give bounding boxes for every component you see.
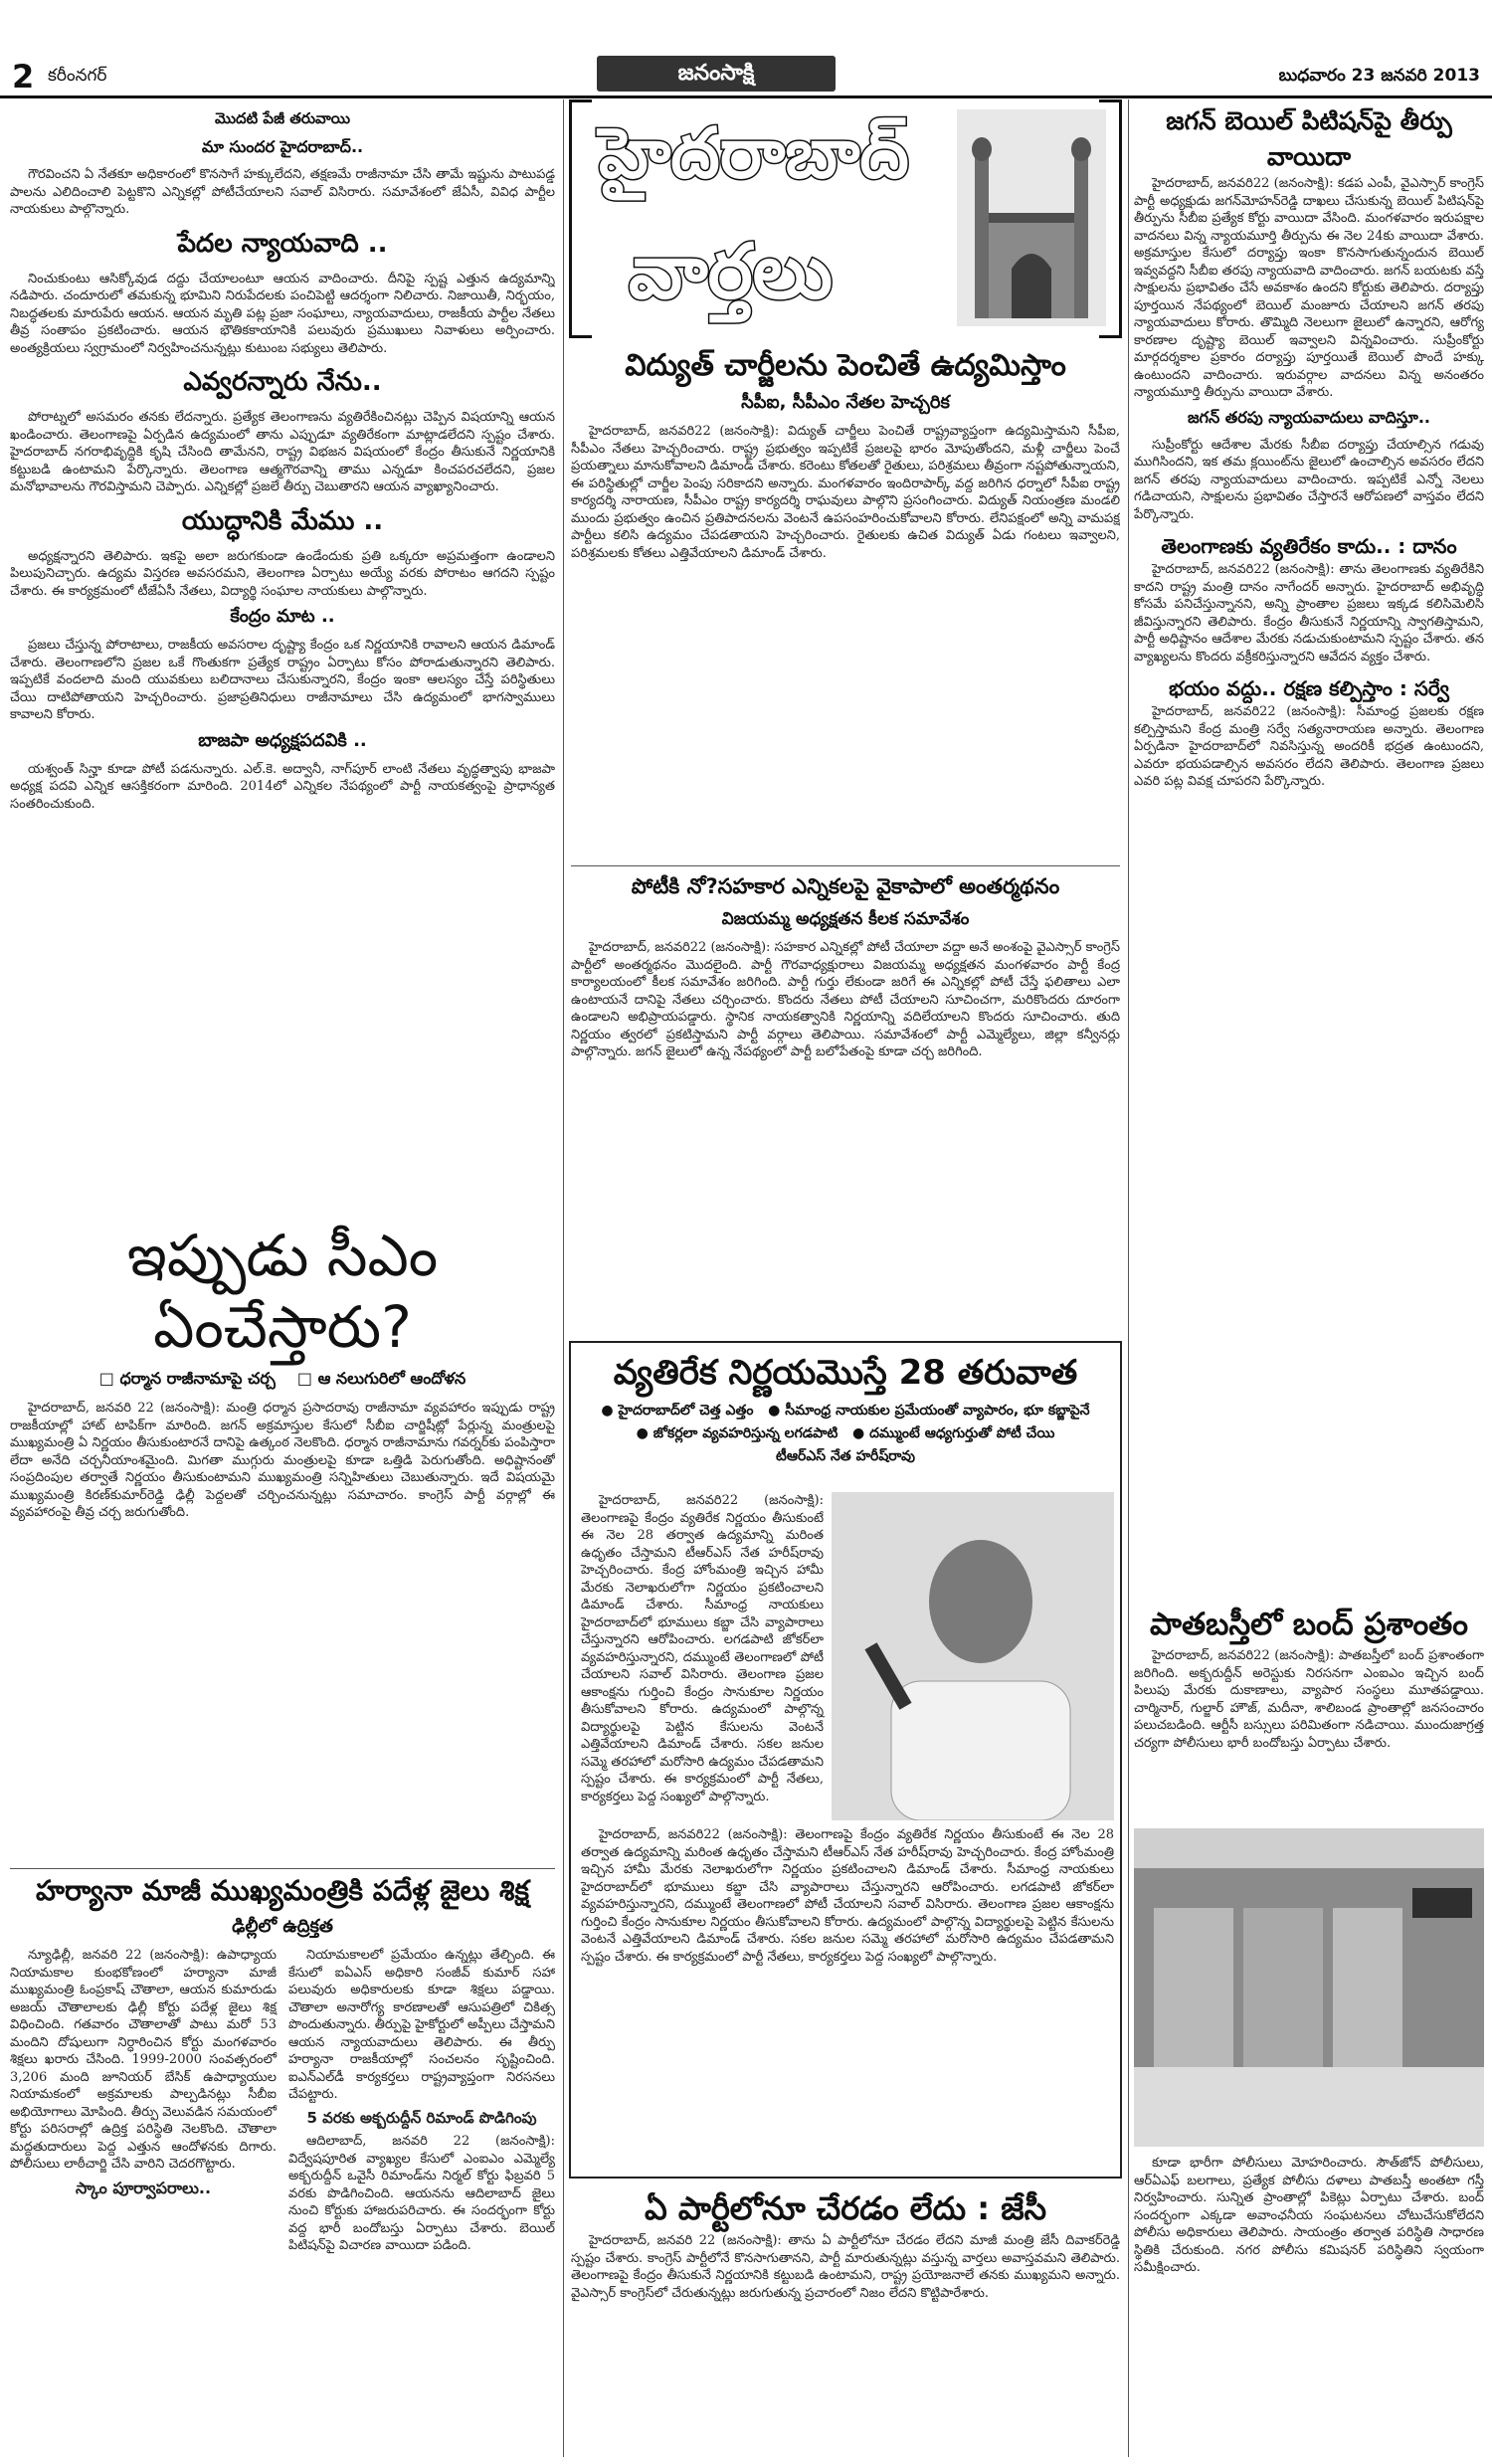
section-body: పోరాట్నలో అసమరం తనకు లేదన్నారు. ప్రత్యేక తెలంగాణను వ్యతిరేకించినట్లు చెప్పిన విషయాన్ని ఆయన ఖండించారు. తెలంగాణపై ఏర్పడిన ఉద్యమంలో తాను ఎప్పుడూ వ్యతిరేకంగా మాట్లాడలేదని స్పష్టం చేశారు. హైదరాబాద్ నగరాభివృద్ధికి కృషి చేసింది తామేనని, రాష్ట్ర విభజన విషయంలో కేంద్రం తీసుకునే నిర్ణయానికి కట్టుబడి ఉంటామని పేర్కొన్నారు. తెలంగాణ ఆత్మగౌరవాన్ని తాము ఎన్నడూ కించపరచలేదని, ప్రజల మనోభావాలను గౌరవిస్తామని చెప్పారు. ఎన్నికల్లో ప్రజలే తీర్పు చెబుతారని ఆయన వ్యాఖ్యానించారు. [10, 410, 555, 494]
section-title: మా సుందర హైదరాబాద్‌.. [201, 137, 364, 156]
cm-body: హైదరాబాద్‌, జనవరి 22 (జనంసాక్షి): మంత్రి ధర్మాన ప్రసాదరావు రాజీనామా వ్యవహారం ఇప్పుడు రాష్ట్ర రాజకీయాల్లో హాట్ టాపిక్‌గా మారింది. జగన్ అక్రమాస్తుల కేసులో సీబీఐ చార్జిషీట్లో పేర్లున్న మంత్రులపై ముఖ్యమంత్రి ఏ నిర్ణయం తీసుకుంటారనే దానిపై ఉత్కంఠ నెలకొంది. ధర్మాన రాజీనామాను గవర్నర్‌కు పంపిస్తారా లేదా అనేది చర్చనీయాంశమైంది. మిగతా ముగ్గురు మంత్రులపై కూడా ఒత్తిడి పెరుగుతోంది. అధిష్టానంతో సంప్రదింపుల తర్వాతే నిర్ణయం తీసుకుంటామని ముఖ్యమంత్రి సన్నిహితులు చెబుతున్నారు. ఇదే విషయమై ముఖ్యమంత్రి కిరణ్‌కుమార్‌రెడ్డి ఢిల్లీ పెద్దలతో చర్చించనున్నట్లు సమాచారం. కాంగ్రెస్ పార్టీ వర్గాల్లో ఈ వ్యవహారంపై తీవ్ర చర్చ జరుగుతోంది. [10, 1401, 555, 1520]
t28-story [569, 1341, 1122, 2179]
t28-body-wide: హైదరాబాద్‌, జనవరి22 (జనంసాక్షి): తెలంగాణపై కేంద్రం వ్యతిరేక నిర్ణయం తీసుకుంటే ఈ నెల 28 తర్వాత ఉద్యమాన్ని మరింత ఉధృతం చేస్తామని టీఆర్ఎస్ నేత హరీష్‌రావు హెచ్చరించారు. కేంద్ర హోంమంత్రి ఇచ్చిన హామీ మేరకు నెలాఖరులోగా నిర్ణయం ప్రకటించాలని డిమాండ్ చేశారు. సీమాంధ్ర నాయకులు హైదరాబాద్‌లో భూములు కబ్జా చేసి వ్యాపారాలు చేస్తున్నారని ఆరోపించారు. లగడపాటి జోకర్‌లా వ్యవహరిస్తున్నారని, దమ్ముంటే తెలంగాణలో పోటీ చేయాలని సవాల్ విసిరారు. తెలంగాణ ప్రజల ఆకాంక్షను గుర్తించి కేంద్రం సానుకూల నిర్ణయం తీసుకోవాలని కోరారు. ఉద్యమంలో పాల్గొన్న విద్యార్థులపై పెట్టిన కేసులను వెంటనే ఎత్తివేయాలని డిమాండ్ చేశారు. సకల జనుల సమ్మె తరహాలో మరోసారి ఉద్యమం చేపడతామని స్పష్టం చేశారు. ఈ కార్యక్రమంలో పార్టీ నేతలు, కార్యకర్తలు పెద్ద సంఖ్యలో పాల్గొన్నారు. [581, 1827, 1114, 1965]
haryana-headline: హర్యానా మాజీ ముఖ్యమంత్రికి పదేళ్ల జైలు శిక్ష [36, 1874, 529, 1907]
section-title: ఎవ్వరన్నారు నేను.. [183, 367, 382, 397]
coop-headline: పోటీకి నో?సహకార ఎన్నికలపై వైకాపాలో అంతర్మథనం [631, 874, 1060, 898]
cm-deck-1: □ ధర్మాన రాజీనామాపై చర్చ [98, 1369, 276, 1388]
jagan-headline: జగన్‌ బెయిల్‌ పిటిషన్‌పై తీర్పు వాయిదా [1166, 106, 1452, 171]
jc-story [571, 2184, 1120, 2453]
jagan-subhead: జగన్ తరపు న్యాయవాదులు వాదిస్తూ.. [1187, 407, 1431, 427]
haryana-deck: ఢిల్లీలో ఉద్రిక్తత [232, 1916, 333, 1937]
closed-shops-photo [1134, 1828, 1484, 2147]
power-body: హైదరాబాద్‌, జనవరి22 (జనంసాక్షి): విద్యుత్‌ చార్జీలు పెంచితే రాష్ట్రవ్యాప్తంగా ఉద్యమిస్తామని సీపీఐ, సీపీఎం నేతలు హెచ్చరించారు. రాష్ట్ర ప్రభుత్వం ఇప్పటికే ప్రజలపై భారం మోపుతోందని, మళ్లీ చార్జీలు పెంచే ప్రయత్నాలు మానుకోవాలని డిమాండ్ చేశారు. కరెంటు కోతలతో రైతులు, పరిశ్రమలు తీవ్రంగా నష్టపోతున్నాయని, ఈ పరిస్థితుల్లో చార్జీల పెంపు సరికాదని అన్నారు. మంగళవారం ఇందిరాపార్క్ వద్ద జరిగిన ధర్నాలో సీపీఐ రాష్ట్ర కార్యదర్శి నారాయణ, సీపీఎం రాష్ట్ర కార్యదర్శి రాఘవులు పాల్గొని ప్రసంగించారు. విద్యుత్ నియంత్రణ మండలి ముందు ప్రభుత్వం ఉంచిన ప్రతిపాదనలను వెంటనే ఉపసంహరించుకోవాలని కోరారు. లేనిపక్షంలో అన్ని వామపక్ష పార్టీలు కలిసి ఉద్యమం చేపడతాయని హెచ్చరించారు. రైతులకు ఉచిత విద్యుత్ ఏడు గంటలు ఇవ్వాలని, పరిశ్రమలకు కోతలు ఎత్తివేయాలని డిమాండ్ చేశారు. [571, 424, 1120, 561]
date-line: బుధవారం 23 జనవరి 2013 [1278, 66, 1480, 86]
banner-title-2: వార్తలు [629, 227, 833, 315]
t28-bullets-1: ● హైదరాబాద్‌లో చెత్త ఎత్తం ● సీమాంధ్ర నాయకుల ప్రమేయంతో వ్యాపారం, భూ కబ్జాపైనే [601, 1403, 1090, 1419]
bandh-headline: పాతబస్తీలో బంద్‌ ప్రశాంతం [1149, 1607, 1469, 1642]
section-body: గౌరవించని ఏ నేతకూ అధికారంలో కొనసాగే హక్కులేదని, తక్షణమే రాజీనామా చేసి తామే ఇష్టును పాటుపడ్డ పాలను ఎలిదించాలి పెట్టకొని ఎన్నికల్లో పోటీచేయాలని సవాల్ విసిరారు. సమావేశంలో జేఏసీ, వివిధ పార్టీల నాయకులు పాల్గొన్నారు. [10, 167, 555, 217]
haryana-col-1: న్యూఢిల్లీ, జనవరి 22 (జనంసాక్షి): ఉపాధ్యాయ నియామకాల కుంభకోణంలో హర్యానా మాజీ ముఖ్యమంత్రి ఓంప్రకాష్‌ చౌతాలా, ఆయన కుమారుడు అజయ్‌ చౌతాలాలకు ఢిల్లీ కోర్టు పదేళ్ల జైలు శిక్ష విధించింది. గతవారం చౌతాలాతో పాటు మరో 53 మందిని దోషులుగా నిర్ధారించిన కోర్టు మంగళవారం శిక్షలు ఖరారు చేసింది. 1999-2000 సంవత్సరంలో 3,206 మంది జూనియర్ బేసిక్ ఉపాధ్యాయుల నియామకంలో అక్రమాలకు పాల్పడినట్లు సీబీఐ అభియోగాలు మోపింది. తీర్పు వెలువడిన సమయంలో కోర్టు పరిసరాల్లో ఉద్రిక్త పరిస్థితి నెలకొంది. చౌతాలా మద్దతుదారులు పెద్ద ఎత్తున ఆందోళనకు దిగారు. పోలీసులు లాఠీచార్జి చేసి వారిని చెదరగొట్టారు. స్కాం పూర్వాపరాలు.. [10, 1948, 277, 2197]
cm-deck-2: □ ఆ నలుగురిలో ఆందోళన [296, 1369, 466, 1388]
t28-byline: టీఆర్ఎస్ నేత హరీష్‌రావు [776, 1448, 915, 1464]
section-title: బాజపా అధ్యక్షపదవికి .. [198, 729, 367, 751]
bandh-body: హైదరాబాద్‌, జనవరి22 (జనంసాక్షి): పాతబస్తీలో బంద్ ప్రశాంతంగా జరిగింది. అక్బరుద్దీన్ అరెస్టుకు నిరసనగా ఎంఐఎం ఇచ్చిన బంద్ పిలుపు మేరకు దుకాణాలు, వ్యాపార సంస్థలు మూతపడ్డాయి. చార్మినార్, గుల్జార్ హౌజ్, మదీనా, శాలిబండ ప్రాంతాల్లో జనసంచారం పలుచబడింది. ఆర్టీసీ బస్సులు పరిమితంగా నడిచాయి. ముందుజాగ్రత్త చర్యగా పోలీసులు భారీ బందోబస్తు ఏర్పాటు చేశారు. [1134, 1648, 1484, 1751]
harish-rao-photo [832, 1492, 1114, 1820]
section-title: కేంద్రం మాట .. [230, 606, 335, 627]
section-body: ప్రజలు చేస్తున్న పోరాటాలు, రాజకీయ అవసరాల దృష్ట్యా కేంద్రం ఒక నిర్ణయానికి రావాలని ఆయన డిమాండ్ చేశారు. తెలంగాణలోని ప్రజల ఒకే గొంతుకగా ప్రత్యేక రాష్ట్రం ఏర్పాటు కోసం పోరాడుతున్నారని తెలిపారు. ఇప్పటికే వందలాది మంది యువకులు బలిదానాలు చేసుకున్నారని, కేంద్రం ఇంకా ఆలస్యం చేస్తే పరిస్థితులు చేయి దాటిపోతాయని హెచ్చరించారు. ప్రజాప్రతినిధులు రాజీనామాలు చేసి ఉద్యమంలో భాగస్వాములు కావాలని కోరారు. [10, 638, 555, 722]
bandh-story [1134, 1602, 1484, 2457]
t28-headline: వ్యతిరేక నిర్ణయమొస్తే 28 తరువాత [613, 1353, 1078, 1393]
danam-headline: తెలంగాణకు వ్యతిరేకం కాదు.. : దానం [1161, 534, 1457, 558]
haryana-col-2: నియామకాలలో ప్రమేయం ఉన్నట్లు తేల్చింది. ఈ కేసులో ఐఏఎస్ అధికారి సంజీవ్ కుమార్ సహా పలువురు అధికారులకు కూడా శిక్షలు పడ్డాయి. చౌతాలా అనారోగ్య కారణాలతో ఆసుపత్రిలో చికిత్స పొందుతున్నారు. తీర్పుపై హైకోర్టులో అప్పీలు చేస్తామని ఆయన న్యాయవాదులు తెలిపారు. ఈ తీర్పు హర్యానా రాజకీయాల్లో సంచలనం సృష్టించింది. ఐఎన్‌ఎల్‌డీ కార్యకర్తలు రాష్ట్రవ్యాప్తంగా నిరసనలు చేపట్టారు. 5 వరకు అక్బరుద్దీన్ రిమాండ్ పొడిగింపు ఆదిలాబాద్‌, జనవరి 22 (జనంసాక్షి): విద్వేషపూరిత వ్యాఖ్యల కేసులో ఎంఐఎం ఎమ్మెల్యే అక్బరుద్దీన్ ఒవైసీ రిమాండ్‌ను నిర్మల్ కోర్టు ఫిబ్రవరి 5 వరకు పొడిగించింది. ఆయనను ఆదిలాబాద్ జైలు నుంచి కోర్టుకు హాజరుపరిచారు. ఈ సందర్భంగా కోర్టు వద్ద భారీ బందోబస్తు ఏర్పాటు చేశారు. బెయిల్ పిటిషన్‌పై విచారణ వాయిదా పడింది. [288, 1948, 555, 2253]
banner-title-1: హైదరాబాద్ [599, 112, 909, 194]
haryana-subhead: స్కాం పూర్వాపరాలు.. [75, 2178, 212, 2197]
jagan-body-2: సుప్రీంకోర్టు ఆదేశాల మేరకు సీబీఐ దర్యాప్తు చేయాల్సిన గడువు ముగిసిందని, ఇక తమ క్లయింట్‌ను జైలులో ఉంచాల్సిన అవసరం లేదని జగన్ తరపు న్యాయవాదులు వాదించారు. ఇప్పటికే ఎన్నో నెలలు గడిచాయని, సాక్షులను ప్రభావితం చేస్తారనే ఆరోపణలో వాస్తవం లేదని పేర్కొన్నారు. [1134, 437, 1484, 522]
hyderabad-news-banner [569, 99, 1122, 338]
coop-story [571, 869, 1120, 1337]
section-body: అధ్యక్షన్నారని తెలిపారు. ఇకపై అలా జరుగకుండా ఉండేందుకు ప్రతి ఒక్కరూ అప్రమత్తంగా ఉండాలని పిలుపునిచ్చారు. ఉద్యమ విస్తరణ అవసరమని, తెలంగాణ ఏర్పాటు అయ్యే వరకు పోరాటం ఆగదని స్పష్టం చేశారు. ఈ కార్యక్రమంలో టీజేఏసీ నేతలు, విద్యార్థి సంఘాల నాయకులు పాల్గొన్నారు. [10, 548, 555, 599]
jc-headline: ఏ పార్టీలోనూ చేరడం లేదు : జేసీ [644, 2189, 1047, 2227]
haryana-story [10, 1872, 555, 2457]
haryana-subhead-2: 5 వరకు అక్బరుద్దీన్ రిమాండ్ పొడిగింపు [306, 2108, 537, 2127]
cm-story [10, 1220, 555, 1866]
t28-body-narrow: హైదరాబాద్‌, జనవరి22 (జనంసాక్షి): తెలంగాణపై కేంద్రం వ్యతిరేక నిర్ణయం తీసుకుంటే ఈ నెల 28 తర్వాత ఉద్యమాన్ని మరింత ఉధృతం చేస్తామని టీఆర్ఎస్ నేత హరీష్‌రావు హెచ్చరించారు. కేంద్ర హోంమంత్రి ఇచ్చిన హామీ మేరకు నెలాఖరులోగా నిర్ణయం ప్రకటించాలని డిమాండ్ చేశారు. సీమాంధ్ర నాయకులు హైదరాబాద్‌లో భూములు కబ్జా చేసి వ్యాపారాలు చేస్తున్నారని ఆరోపించారు. లగడపాటి జోకర్‌లా వ్యవహరిస్తున్నారని, దమ్ముంటే తెలంగాణలో పోటీ చేయాలని సవాల్ విసిరారు. తెలంగాణ ప్రజల ఆకాంక్షను గుర్తించి కేంద్రం సానుకూల నిర్ణయం తీసుకోవాలని కోరారు. ఉద్యమంలో పాల్గొన్న విద్యార్థులపై పెట్టిన కేసులను వెంటనే ఎత్తివేయాలని డిమాండ్ చేశారు. సకల జనుల సమ్మె తరహాలో మరోసారి ఉద్యమం చేపడతామని స్పష్టం చేశారు. ఈ కార్యక్రమంలో పార్టీ నేతలు, కార్యకర్తలు పెద్ద సంఖ్యలో పాల్గొన్నారు. [581, 1493, 824, 1804]
coop-deck: విజయమ్మ అధ్యక్షతన కీలక సమావేశం [721, 909, 970, 929]
section-body: నించుకుంటు ఆసిక్కోవుడ దద్దు చేయాలంటూ ఆయన వాదించారు. దీనిపై స్పష్ట ఎత్తున ఉద్యమాన్ని నడిపారు. చందూరులో తమకున్న భూమిని నిరుపేదలకు పంచిపెట్టి ఆదర్శంగా నిలిచారు. నిజాయితీ, నిర్భయం, నిబద్ధతలకు మారుపేరు ఆయన. ఆయన మృతి పట్ల ప్రజా సంఘాలు, న్యాయవాదులు, రాజకీయ పార్టీల నేతలు తీవ్ర సంతాపం ప్రకటించారు. ఆయన భౌతికకాయానికి పలువురు ప్రముఖులు నివాళులు అర్పించారు. అంత్యక్రియలు స్వగ్రామంలో నిర్వహించనున్నట్లు కుటుంబ సభ్యులు తెలిపారు. [10, 271, 555, 356]
right-top-stories [1134, 103, 1484, 1277]
section-body: యశ్వంత్‌ సిన్హా కూడా పోటీ పడనున్నారు. ఎల్‌.కె. అద్వానీ, నాగ్‌పూర్‌ లాంటి నేతలు వృద్ధత్వాపు భాజపా అధ్యక్ష పదవి ఎన్నిక ఆసక్తికరంగా మారింది. 2014లో ఎన్నికల నేపథ్యంలో పార్టీ నాయకత్వంపై ప్రాధాన్యత సంతరించుకుంది. [10, 761, 555, 812]
header-rule [0, 95, 1492, 98]
left-continuations [10, 103, 555, 1218]
power-story [571, 346, 1120, 863]
jc-body: హైదరాబాద్‌, జనవరి 22 (జనంసాక్షి): తాను ఏ పార్టీలోనూ చేరడం లేదని మాజీ మంత్రి జేసీ దివాకర్‌రెడ్డి స్పష్టం చేశారు. కాంగ్రెస్ పార్టీలోనే కొనసాగుతానని, పార్టీ మారుతున్నట్లు వస్తున్న వార్తలు అవాస్తవమని తెలిపారు. తెలంగాణపై కేంద్రం తీసుకునే నిర్ణయానికి కట్టుబడి ఉంటామని, రాష్ట్ర ప్రయోజనాలే తనకు ముఖ్యమని అన్నారు. వైఎస్సార్ కాంగ్రెస్‌లో చేరుతున్నట్లు జరుగుతున్న ప్రచారంలో నిజం లేదని కొట్టిపారేశారు. [571, 2233, 1120, 2301]
charminar-photo [957, 109, 1106, 326]
kicker: మొదటి పేజీ తరువాయి [214, 109, 351, 127]
jagan-body: హైదరాబాద్‌, జనవరి22 (జనంసాక్షి): కడప ఎంపీ, వైఎస్సార్ కాంగ్రెస్ పార్టీ అధ్యక్షుడు జగన్‌మోహన్‌రెడ్డి దాఖలు చేసుకున్న బెయిల్ పిటిషన్‌పై తీర్పును సీబీఐ ప్రత్యేక కోర్టు వాయిదా వేసింది. మంగళవారం ఇరుపక్షాల వాదనలు విన్న న్యాయమూర్తి తీర్పును ఈ నెల 24కు వాయిదా వేశారు. అక్రమాస్తుల కేసులో దర్యాప్తు ఇంకా కొనసాగుతున్నందున బెయిల్ ఇవ్వవద్దని సీబీఐ తరపు న్యాయవాది వాదించారు. జగన్ బయటకు వస్తే సాక్షులను ప్రభావితం చేసే అవకాశం ఉందని కోర్టుకు తెలిపారు. దర్యాప్తు పూర్తయిన నేపథ్యంలో బెయిల్ మంజూరు చేయాలని జగన్ తరపు న్యాయవాదులు కోరారు. తొమ్మిది నెలలుగా జైలులో ఉన్నారని, ఆరోగ్య కారణాల దృష్ట్యా బెయిల్ ఇవ్వాలని విన్నవించారు. సుప్రీంకోర్టు మార్గదర్శకాల ప్రకారం దర్యాప్తు పూర్తయితే బెయిల్ పొందే హక్కు ఉంటుందని వాదించారు. ఇరువర్గాల వాదనలు విన్న అనంతరం న్యాయమూర్తి తీర్పును వాయిదా వేశారు. [1134, 176, 1484, 400]
column-rule [1128, 99, 1129, 2457]
masthead-logo: జనంసాక్షి [597, 56, 836, 92]
t28-bullets-2: ● జోకర్లలా వ్యవహరిస్తున్న లగడపాటి ● దమ్ముంటే ఆధ్యగుర్తుతో పోటీ చేయి [636, 1425, 1055, 1441]
cm-headline: ఇప్పుడు సీఎం ఏంచేస్తారు? [126, 1222, 439, 1361]
story-rule [571, 865, 1120, 866]
page-number: 2 [12, 58, 35, 95]
section-title: పేదల న్యాయవాది .. [177, 228, 388, 259]
story-rule [10, 1868, 555, 1869]
bandh-body-2: కూడా భారీగా పోలీసులు మోహరించారు. సౌత్‌జోన్ పోలీసులు, ఆర్ఏఎఫ్ బలగాలు, ప్రత్యేక పోలీసు దళాలు పాతబస్తీ అంతటా గస్తీ నిర్వహించారు. సున్నిత ప్రాంతాల్లో పికెట్లు ఏర్పాటు చేశారు. బంద్ సందర్భంగా ఎక్కడా అవాంఛనీయ సంఘటనలు చోటుచేసుకోలేదని పోలీసు అధికారులు తెలిపారు. సాయంత్రం తర్వాత పరిస్థితి సాధారణ స్థితికి చేరుకుంది. నగర పోలీసు కమిషనర్ పరిస్థితిని స్వయంగా సమీక్షించారు. [1134, 2156, 1484, 2275]
edition-label: కరీంనగర్ [48, 66, 107, 86]
sarve-body: హైదరాబాద్‌, జనవరి22 (జనంసాక్షి): సీమాంధ్ర ప్రజలకు రక్షణ కల్పిస్తామని కేంద్ర మంత్రి సర్వే సత్యనారాయణ అన్నారు. తెలంగాణ ఏర్పడినా హైదరాబాద్‌లో నివసిస్తున్న అందరికీ భద్రత ఉంటుందని, ఎవరూ భయపడాల్సిన అవసరం లేదని తెలిపారు. తెలంగాణ ప్రజలు ఎవరి పట్ల వివక్ష చూపరని పేర్కొన్నారు. [1134, 704, 1484, 789]
power-deck: సీపీఐ, సీపీఎం నేతల హెచ్చరిక [741, 392, 950, 413]
section-title: యుద్ధానికి మేము .. [181, 505, 384, 536]
power-headline: విద్యుత్‌ చార్జీలను పెంచితే ఉద్యమిస్తాం [625, 348, 1066, 383]
column-rule [563, 99, 564, 2457]
sarve-headline: భయం వద్దు.. రక్షణ కల్పిస్తాం : సర్వే [1169, 676, 1449, 700]
danam-body: హైదరాబాద్‌, జనవరి22 (జనంసాక్షి): తాను తెలంగాణకు వ్యతిరేకిని కాదని రాష్ట్ర మంత్రి దానం నాగేందర్ అన్నారు. హైదరాబాద్‌ అభివృద్ధి కోసమే పనిచేస్తున్నానని, అన్ని ప్రాంతాల ప్రజలు ఇక్కడ కలిసిమెలిసి జీవిస్తున్నారని తెలిపారు. కేంద్రం తీసుకునే నిర్ణయాన్ని స్వాగతిస్తామని, పార్టీ అధిష్టానం ఆదేశాల మేరకు నడుచుకుంటామని స్పష్టం చేశారు. తన వ్యాఖ్యలను కొందరు వక్రీకరిస్తున్నారని ఆవేదన వ్యక్తం చేశారు. [1134, 562, 1484, 664]
coop-body: హైదరాబాద్‌, జనవరి22 (జనంసాక్షి): సహకార ఎన్నికల్లో పోటీ చేయాలా వద్దా అనే అంశంపై వైఎస్సార్ కాంగ్రెస్ పార్టీలో అంతర్మథనం మొదలైంది. పార్టీ గౌరవాధ్యక్షురాలు విజయమ్మ అధ్యక్షతన మంగళవారం పార్టీ కేంద్ర కార్యాలయంలో కీలక సమావేశం జరిగింది. పార్టీ గుర్తు లేకుండా జరిగే ఈ ఎన్నికల్లో పోటీ చేస్తే ఫలితాలు ఎలా ఉంటాయనే దానిపై నేతలు చర్చించారు. కొందరు నేతలు పోటీ చేయాలని సూచించగా, మరికొందరు దూరంగా ఉండాలని అభిప్రాయపడ్డారు. స్థానిక నాయకత్వానికి నిర్ణయాన్ని వదిలేయాలని కొందరు సూచించారు. తుది నిర్ణయం త్వరలో ప్రకటిస్తామని పార్టీ వర్గాలు తెలిపాయి. సమావేశంలో పార్టీ ఎమ్మెల్యేలు, జిల్లా కన్వీనర్లు పాల్గొన్నారు. జగన్ జైలులో ఉన్న నేపథ్యంలో పార్టీ బలోపేతంపై కూడా చర్చ జరిగింది. [571, 940, 1120, 1059]
